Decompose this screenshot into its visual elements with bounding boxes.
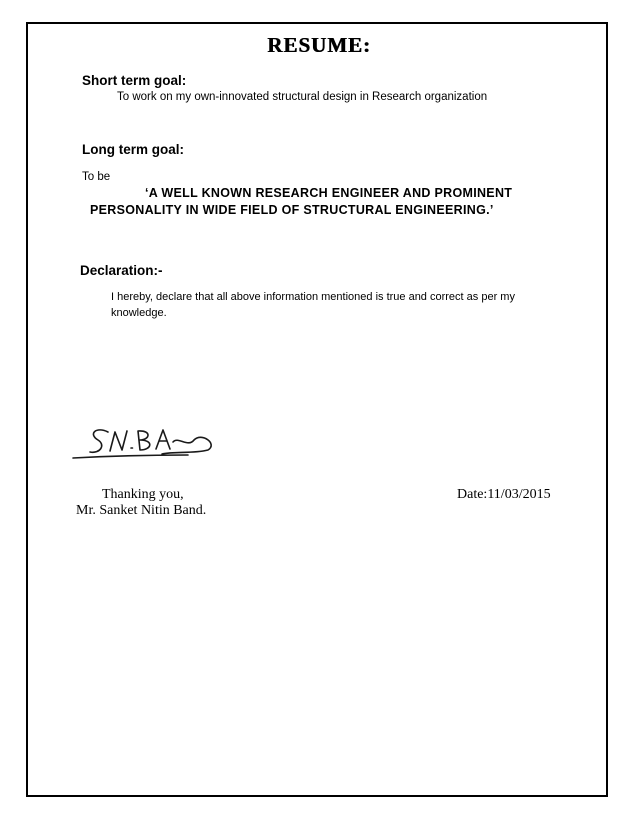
- declaration-heading: Declaration:-: [80, 263, 163, 278]
- short-term-goal-heading: Short term goal:: [82, 73, 187, 88]
- declaration-text: I hereby, declare that all above information mentioned is true and correct as per my knowledge.: [111, 291, 515, 319]
- resume-title: RESUME:: [267, 33, 371, 57]
- long-term-goal-heading: Long term goal:: [82, 142, 184, 157]
- page-border: [26, 22, 608, 797]
- long-term-goal-quote-line2: PERSONALITY IN WIDE FIELD OF STRUCTURAL ENGINEERING.’: [90, 203, 494, 217]
- closing-date: Date:11/03/2015: [457, 487, 551, 502]
- signature-icon: [70, 418, 220, 466]
- long-term-goal-intro: To be: [82, 171, 111, 183]
- closing-thanks: Thanking you,: [102, 487, 184, 502]
- long-term-goal-quote-line1: ‘A WELL KNOWN RESEARCH ENGINEER AND PROMINENT: [145, 186, 513, 200]
- short-term-goal-text: To work on my own-innovated structural design in Research organization: [117, 91, 488, 103]
- closing-name: Mr. Sanket Nitin Band.: [76, 503, 207, 518]
